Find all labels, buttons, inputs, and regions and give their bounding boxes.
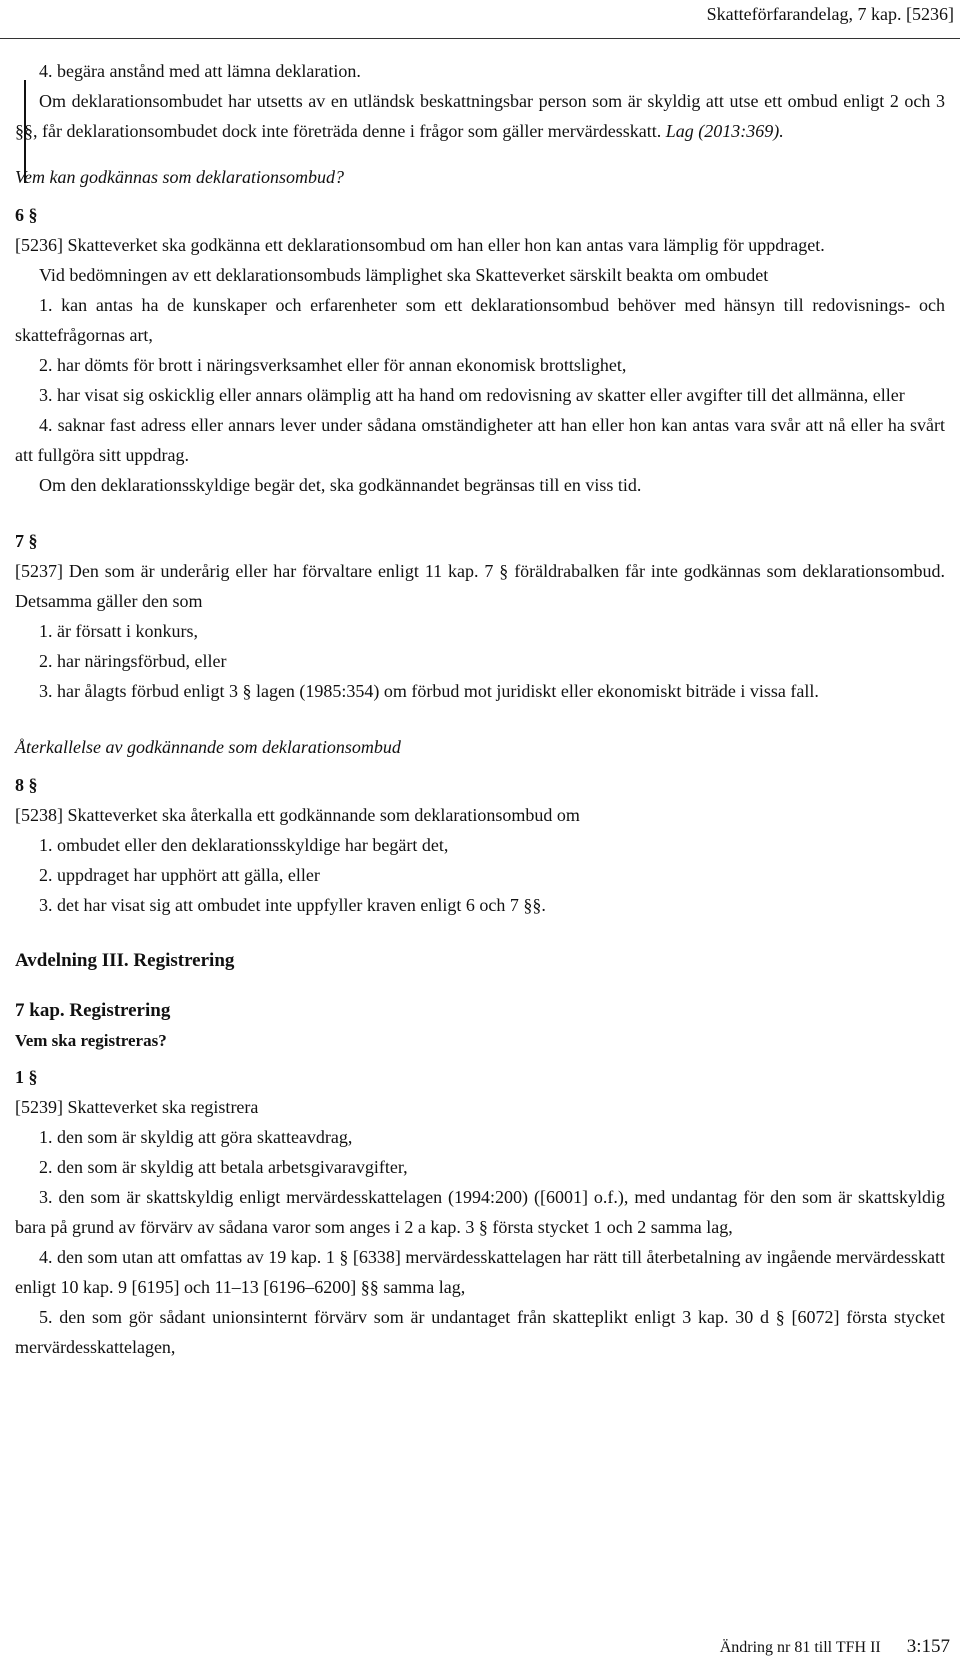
list-item: 2. har dömts för brott i näringsverksamhet eller för annan ekonomisk brottslighet, — [39, 355, 627, 375]
list-item: 1. kan antas ha de kunskaper och erfarenheter som ett deklarationsombud behöver med hänsyn till redovisnings- och skattefrågornas art, — [15, 295, 945, 345]
section-number: 7 § — [15, 531, 38, 551]
header-rule — [0, 38, 960, 39]
section-heading: Vem kan godkännas som deklarationsombud? — [15, 167, 344, 187]
list-item: 3. har visat sig oskicklig eller annars olämplig att ha hand om redovisning av skatter eller avgifter till det allmänna, eller — [39, 385, 905, 405]
list-item: 3. det har visat sig att ombudet inte uppfyller kraven enligt 6 och 7 §§. — [39, 895, 546, 915]
list-item: 4. begära anstånd med att lämna deklaration. — [39, 61, 361, 81]
list-item: 1. den som är skyldig att göra skatteavdrag, — [39, 1127, 353, 1147]
section-heading: Återkallelse av godkännande som deklarationsombud — [15, 737, 401, 757]
paragraph: Om den deklarationsskyldige begär det, ska godkännandet begränsas till en viss tid. — [39, 475, 642, 495]
paragraph-text: Om deklarationsombudet har utsetts av en utländsk beskattningsbar person som är skyldig att utse ett ombud enligt 2 och 3 §§, får deklarationsombudet dock inte företräda denne i frågor som gäller mervärdesskatt. — [15, 91, 945, 141]
list-item: 1. är försatt i konkurs, — [39, 621, 198, 641]
section-number: 1 § — [15, 1067, 38, 1087]
law-reference: Lag (2013:369). — [665, 121, 784, 141]
list-item: 5. den som gör sådant unionsinternt förvärv som är undantaget från skatteplikt enligt 3 kap. 30 d § [6072] första stycket mervärdesskattelagen, — [15, 1307, 945, 1357]
page-number: 3:157 — [906, 1636, 950, 1657]
list-item: 3. har ålagts förbud enligt 3 § lagen (1985:354) om förbud mot juridiskt eller ekonomiskt biträde i vissa fall. — [39, 681, 819, 701]
page-footer — [720, 1635, 950, 1660]
section-number: 6 § — [15, 205, 38, 225]
list-item: 4. saknar fast adress eller annars lever under sådana omständigheter att han eller hon kan antas vara svår att nå eller ha svårt att fullgöra sitt uppdrag. — [15, 415, 945, 465]
division-heading: Avdelning III. Registrering — [15, 950, 235, 971]
paragraph: Vid bedömningen av ett deklarationsombuds lämplighet ska Skatteverket särskilt beakta om ombudet — [39, 265, 769, 285]
list-item: 2. den som är skyldig att betala arbetsgivaravgifter, — [39, 1157, 408, 1177]
list-item: 2. uppdraget har upphört att gälla, eller — [39, 865, 320, 885]
paragraph: [5237] Den som är underårig eller har förvaltare enligt 11 kap. 7 § föräldrabalken får inte godkännas som deklarationsombud. Detsamma gäller den som — [15, 561, 945, 611]
paragraph: [5239] Skatteverket ska registrera — [15, 1097, 259, 1117]
document-body — [15, 56, 945, 1362]
list-item: 1. ombudet eller den deklarationsskyldige har begärt det, — [39, 835, 449, 855]
edition-label: Ändring nr 81 till TFH II — [719, 1639, 881, 1656]
paragraph: [5238] Skatteverket ska återkalla ett godkännande som deklarationsombud om — [15, 805, 580, 825]
section-number: 8 § — [15, 775, 38, 795]
chapter-subheading: Vem ska registreras? — [15, 1031, 167, 1050]
list-item: 2. har näringsförbud, eller — [39, 651, 227, 671]
list-item: 3. den som är skattskyldig enligt mervärdesskattelagen (1994:200) ([6001] o.f.), med undantag för den som är skattskyldig bara på grund av förvärv av sådana varor som anges i 2 a kap. 3 § första stycket 1 och 2 samma lag, — [15, 1187, 945, 1237]
paragraph — [15, 86, 945, 146]
chapter-heading: 7 kap. Registrering — [15, 1000, 171, 1021]
paragraph: [5236] Skatteverket ska godkänna ett deklarationsombud om han eller hon kan antas vara lämplig för uppdraget. — [15, 235, 825, 255]
list-item: 4. den som utan att omfattas av 19 kap. 1 § [6338] mervärdesskattelagen har rätt till återbetalning av ingående mervärdesskatt enligt 10 kap. 9 [6195] och 11–13 [6196–6200] §§ samma lag, — [15, 1247, 945, 1297]
running-header: Skatteförfarandelag, 7 kap. [5236] — [706, 4, 954, 24]
